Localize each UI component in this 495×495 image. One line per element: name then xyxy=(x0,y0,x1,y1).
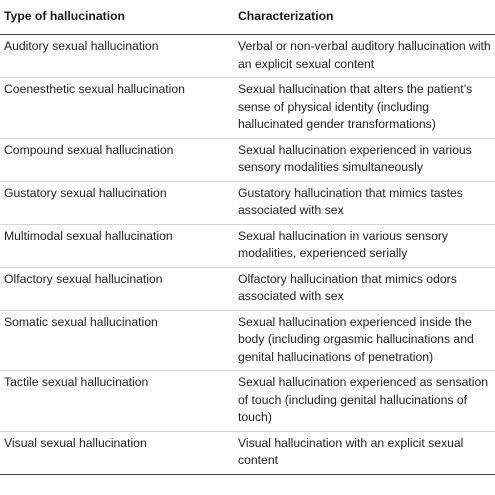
cell-type: Gustatory sexual hallucination xyxy=(0,181,236,224)
cell-type: Olfactory sexual hallucination xyxy=(0,267,236,310)
table-row xyxy=(0,267,495,310)
cell-type: Multimodal sexual hallucination xyxy=(0,224,236,267)
table-row xyxy=(0,310,495,371)
header-characterization: Characterization xyxy=(236,4,495,35)
table-header xyxy=(0,4,495,35)
table-row xyxy=(0,138,495,181)
table-row xyxy=(0,224,495,267)
cell-type: Auditory sexual hallucination xyxy=(0,35,236,78)
cell-type: Visual sexual hallucination xyxy=(0,431,236,474)
header-row xyxy=(0,4,495,35)
cell-characterization: Sexual hallucination in various sensory modalities, experienced serially xyxy=(236,224,495,267)
cell-characterization: Sexual hallucination that alters the patient’s sense of physical identity (including hallucinated gender transformations) xyxy=(236,78,495,139)
cell-characterization: Sexual hallucination experienced inside the body (including orgasmic hallucinations and genital hallucinations of penetration) xyxy=(236,310,495,371)
cell-characterization: Visual hallucination with an explicit sexual content xyxy=(236,431,495,474)
table-row xyxy=(0,431,495,474)
header-type: Type of hallucination xyxy=(0,4,236,35)
cell-characterization: Sexual hallucination experienced as sensation of touch (including genital hallucinations of touch) xyxy=(236,371,495,432)
cell-characterization: Olfactory hallucination that mimics odors associated with sex xyxy=(236,267,495,310)
table-body xyxy=(0,35,495,475)
cell-characterization: Gustatory hallucination that mimics tastes associated with sex xyxy=(236,181,495,224)
cell-type: Tactile sexual hallucination xyxy=(0,371,236,432)
hallucination-table xyxy=(0,4,495,475)
cell-characterization: Sexual hallucination experienced in various sensory modalities simultaneously xyxy=(236,138,495,181)
table-row xyxy=(0,35,495,78)
cell-type: Compound sexual hallucination xyxy=(0,138,236,181)
cell-type: Somatic sexual hallucination xyxy=(0,310,236,371)
cell-type: Coenesthetic sexual hallucination xyxy=(0,78,236,139)
cell-characterization: Verbal or non-verbal auditory hallucination with an explicit sexual content xyxy=(236,35,495,78)
table-row xyxy=(0,371,495,432)
table-row xyxy=(0,78,495,139)
table-row xyxy=(0,181,495,224)
